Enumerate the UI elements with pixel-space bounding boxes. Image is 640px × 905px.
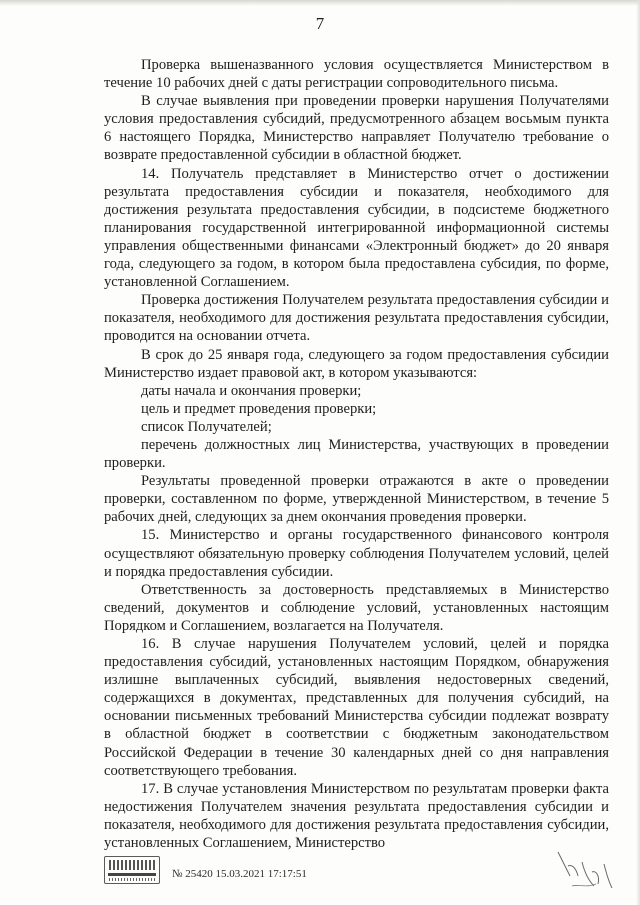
document-body xyxy=(104,56,609,852)
registration-number: № 25420 15.03.2021 17:17:51 xyxy=(172,868,307,880)
signature-icon xyxy=(552,842,618,894)
paragraph: В срок до 25 января года, следующего за годом предоставления субсидии Министерство издает правовой акт, в котором указываются: xyxy=(104,346,609,381)
list-item: даты начала и окончания проверки; xyxy=(141,382,362,399)
paragraph: 16. В случае нарушения Получателем условий, целей и порядка предоставления субсидий, установленных настоящим Порядком, обнаружения излишне выплаченных субсидий, выявления недостоверных сведений, содержащихся в документах, представленных для получения субсидий, на основании письменных требований Министерства субсидии подлежат возврату в областной бюджет в соответствии с бюджетным законодательством Российской Федерации в течение 30 календарных дней со дня направления соответствующего требования. xyxy=(104,636,609,779)
paragraph: 14. Получатель представляет в Министерство отчет о достижении результата предоставления субсидии и показателя, необходимого для достижения результата предоставления субсидии, в подсистеме бюджетного планирования государственной интегрированной информационной системы управления общественными финансами «Электронный бюджет» до 20 января года, следующего за годом, в котором была предоставлена субсидия, по форме, установленной Соглашением. xyxy=(104,165,609,291)
scan-edge-shadow xyxy=(0,0,640,6)
scan-right-edge xyxy=(636,0,640,905)
paragraph: Проверка вышеназванного условия осуществляется Министерством в течение 10 рабочих дней с даты регистрации сопроводительного письма. xyxy=(104,57,609,92)
paragraph: Проверка достижения Получателем результата предоставления субсидии и показателя, необходимого для достижения результата предоставления субсидии, проводится на основании отчета. xyxy=(104,292,609,345)
list-item: цель и предмет проведения проверки; xyxy=(141,400,377,417)
paragraph: В случае выявления при проведении проверки нарушения Получателями условия предоставления субсидий, предусмотренного абзацем восьмым пункта 6 настоящего Порядка, Министерство направляет Получателю требование о возврате предоставленной субсидии в областной бюджет. xyxy=(104,93,609,164)
registry-stamp-icon xyxy=(104,856,160,884)
list-item: список Получателей; xyxy=(141,418,272,435)
page-number: 7 xyxy=(315,14,325,33)
paragraph: перечень должностных лиц Министерства, участвующих в проведении проверки. xyxy=(104,436,609,472)
paragraph: Ответственность за достоверность представляемых в Министерство сведений, документов и соблюдение условий, установленных настоящим Порядком и Соглашением, возлагается на Получателя. xyxy=(104,581,609,634)
paragraph: Результаты проведенной проверки отражаются в акте о проведении проверки, составленном по форме, утвержденной Министерством, в течение 5 рабочих дней, следующих за днем окончания проведения проверки. xyxy=(104,473,609,526)
paragraph: 15. Министерство и органы государственного финансового контроля осуществляют обязательную проверку соблюдения Получателем условий, целей и порядка предоставления субсидии. xyxy=(104,527,609,580)
paragraph: 17. В случае установления Министерством по результатам проверки факта недостижения Получателем значения результата предоставления субсидии и показателя, необходимого для достижения результата предоставления субсидии, установленных Соглашением, Министерство xyxy=(104,780,609,852)
document-footer xyxy=(104,856,524,896)
